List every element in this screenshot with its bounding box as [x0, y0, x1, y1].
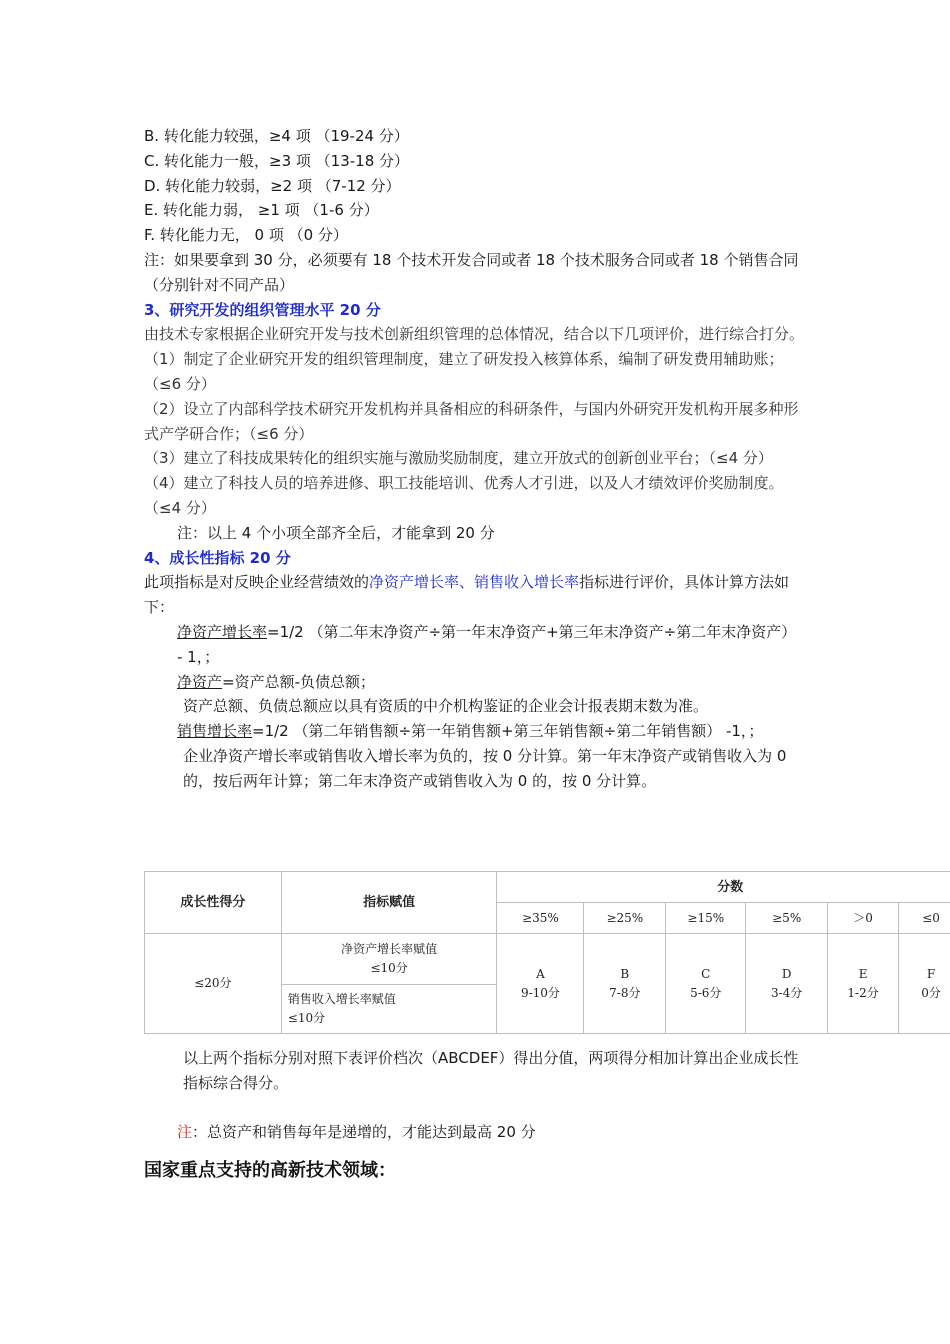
key-fields-heading: 国家重点支持的高新技术领域： — [144, 1160, 396, 1181]
grade-cell — [497, 934, 584, 1034]
note-contracts: 注：如果要拿到 30 分，必须要有 18 个技术开发合同或者 18 个技术服务合同或者 18 个销售合同（分别针对不同产品） — [144, 250, 799, 294]
grade-letter: E — [858, 966, 868, 981]
main-content — [144, 124, 806, 794]
threshold-cell: ≤0 — [899, 903, 950, 934]
after-table-content — [144, 1046, 806, 1145]
note-label: 注 — [177, 1123, 193, 1142]
formula-sales-growth-body: =1/2 （第二年销售额÷第一年销售额+第三年销售额÷第二年销售额） -1，； — [252, 722, 764, 741]
header-growth-score: 成长性得分 — [145, 872, 282, 934]
section-3-item-3: （3）建立了科技成果转化的组织实施与激励奖励制度，建立开放式的创新创业平台；（≤4 分） — [144, 449, 773, 468]
grade-cell — [899, 934, 950, 1034]
term-net-asset: 净资产 — [177, 672, 223, 691]
indicator-sales-cell — [281, 985, 497, 1034]
section-3-title: 3、研究开发的组织管理水平 20 分 — [144, 300, 381, 319]
formula-net-asset-growth-body: =1/2 （第二年末净资产÷第一年末净资产+第三年末净资产÷第二年末净资产） - 1，； — [177, 622, 797, 666]
term-net-asset-growth: 净资产增长率 — [177, 622, 268, 641]
grade-range: 5-6分 — [690, 985, 722, 1000]
section-3-item-4: （4）建立了科技人员的培养进修、职工技能培训、优秀人才引进，以及人才绩效评价奖励制度。（≤4 分） — [144, 474, 784, 517]
increase-note — [144, 1120, 806, 1145]
indicator-net-asset-label: 净资产增长率赋值 — [341, 942, 438, 956]
section-3-item-1: （1）制定了企业研究开发的组织管理制度，建立了研发投入核算体系，编制了研发费用辅助账；（≤6 分） — [144, 350, 784, 393]
grade-letter: B — [620, 966, 630, 981]
section-4-intro — [144, 570, 806, 620]
grade-cell — [828, 934, 899, 1034]
grade-cell — [746, 934, 828, 1034]
grade-line-e: E. 转化能力弱， ≥1 项 （1-6 分） — [144, 201, 379, 220]
indicator-sales-cap: ≤10分 — [287, 1011, 326, 1025]
term-sales-growth: 销售增长率 — [177, 722, 253, 741]
formula-net-asset-growth — [144, 620, 806, 670]
indicator-sales-label: 销售收入增长率赋值 — [287, 992, 396, 1006]
threshold-cell: ≥15% — [666, 903, 746, 934]
grade-letter: D — [781, 966, 792, 981]
spacer — [144, 1096, 806, 1121]
grade-line-f: F. 转化能力无， 0 项 （0 分） — [144, 226, 348, 245]
grade-cell — [666, 934, 746, 1034]
grade-letter: A — [536, 966, 545, 981]
grade-line-b: B. 转化能力较强，≥4 项 （19-24 分） — [144, 127, 409, 145]
intro-text-pre: 此项指标是对反映企业经营绩效的 — [144, 573, 370, 592]
indicator-net-asset-cap: ≤10分 — [370, 961, 408, 975]
grade-range: 0分 — [921, 985, 941, 1000]
section-3-intro: 由技术专家根据企业研究开发与技术创新组织管理的总体情况，结合以下几项评价，进行综合打分。 — [144, 325, 805, 344]
section-3-item-2: （2）设立了内部科学技术研究开发机构并具备相应的科研条件，与国内外研究开发机构开展多种形式产学研合作；（≤6 分） — [144, 399, 799, 443]
threshold-cell: ≥5% — [746, 903, 828, 934]
grade-line-c: C. 转化能力一般，≥3 项 （13-18 分） — [144, 151, 410, 170]
threshold-cell: ≥25% — [584, 903, 666, 934]
grade-letter: F — [926, 966, 936, 981]
negative-growth-note: 企业净资产增长率或销售收入增长率为负的，按 0 分计算。第一年末净资产或销售收入为 0 的，按后两年计算；第二年末净资产或销售收入为 0 的，按 0 分计算。 — [183, 746, 787, 790]
formula-net-asset — [144, 670, 806, 695]
score-cap-cell: ≤20分 — [145, 934, 282, 1034]
grade-range: 1-2分 — [847, 985, 879, 1000]
section-3-note: 注：以上 4 个小项全部齐全后，才能拿到 20 分 — [177, 523, 495, 542]
combined-score-note: 以上两个指标分别对照下表评价档次（ABCDEF）得出分值，两项得分相加计算出企业成长性指标综合得分。 — [183, 1049, 799, 1092]
header-score: 分数 — [497, 872, 950, 903]
threshold-cell: ≥35% — [497, 903, 584, 934]
intro-highlight: 净资产增长率、销售收入增长率 — [369, 573, 580, 592]
grade-range: 3-4分 — [771, 985, 803, 1000]
intro-text-post: 指标进行评价，具体计算方法如下： — [144, 573, 790, 617]
grade-letter: C — [701, 966, 711, 981]
grade-range: 9-10分 — [520, 985, 560, 1000]
asset-total-note: 资产总额、负债总额应以具有资质的中介机构鉴证的企业会计报表期末数为准。 — [183, 697, 709, 716]
note-text: ：总资产和销售每年是递增的，才能达到最高 20 分 — [192, 1123, 536, 1142]
formula-sales-growth — [144, 719, 806, 744]
grade-range: 7-8分 — [609, 985, 641, 1000]
grade-cell — [584, 934, 666, 1034]
threshold-cell: ＞0 — [828, 903, 899, 934]
grade-line-d: D. 转化能力较弱，≥2 项 （7-12 分） — [144, 176, 401, 195]
header-indicator-value: 指标赋值 — [281, 872, 497, 934]
growth-score-table — [144, 871, 950, 1034]
section-4-title: 4、成长性指标 20 分 — [144, 548, 291, 567]
formula-net-asset-body: =资产总额-负债总额； — [222, 672, 375, 691]
indicator-net-asset-cell — [281, 934, 497, 985]
